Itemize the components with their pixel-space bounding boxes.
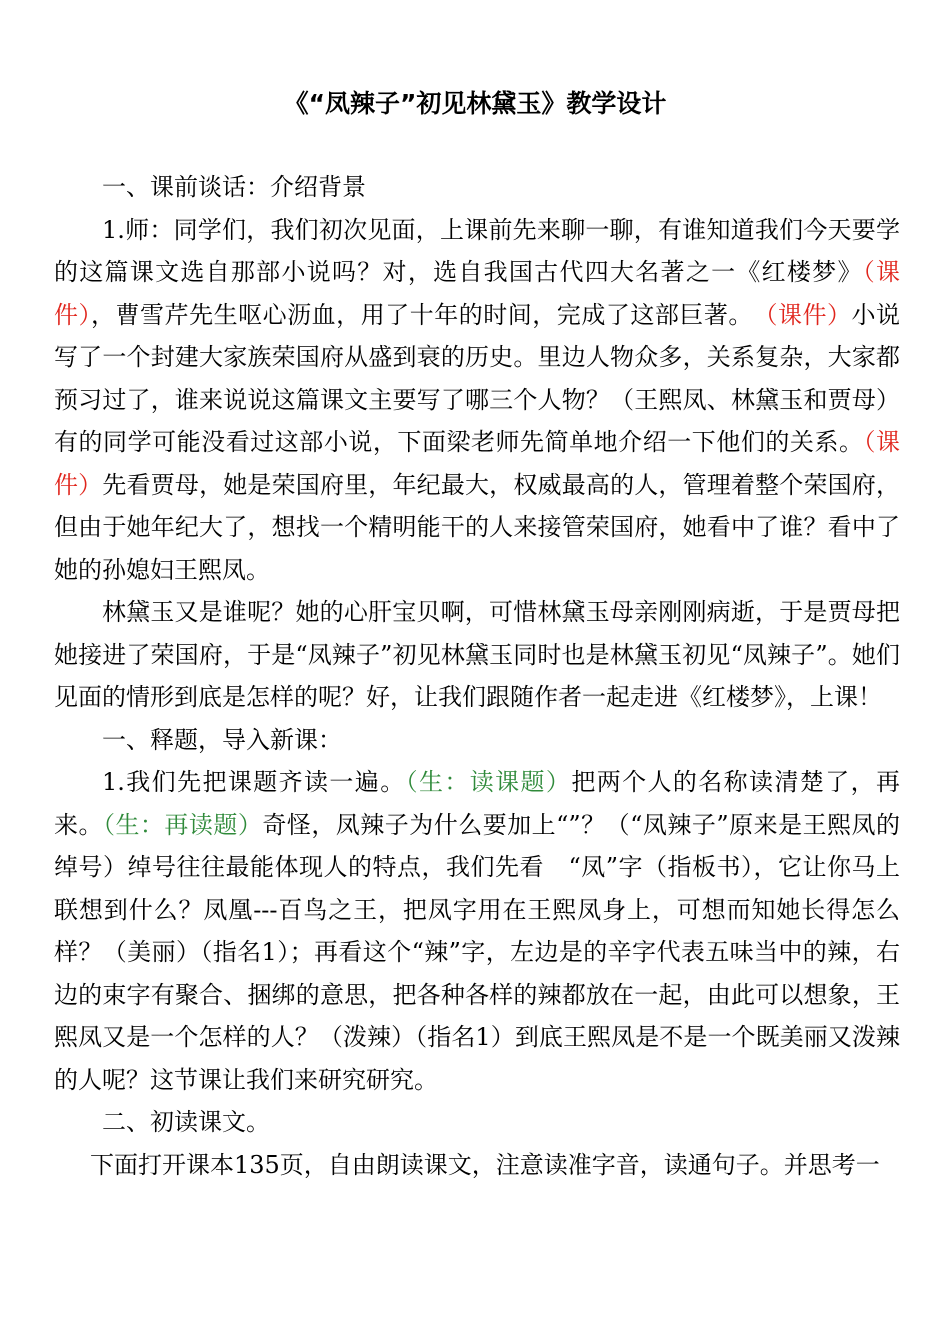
body-paragraph bbox=[54, 591, 900, 719]
section-heading bbox=[54, 1101, 900, 1144]
section-heading bbox=[54, 719, 900, 762]
document-body bbox=[54, 166, 900, 1186]
student-action-marker: （生：读课题） bbox=[405, 768, 572, 796]
document-title: 《“凤辣子”初见林黛玉》教学设计 bbox=[283, 89, 667, 118]
paragraph-text: 下面打开课本135页，自由朗读课文，注意读准字音，读通句子。并思考一 bbox=[90, 1150, 880, 1179]
courseware-marker: （课件） bbox=[54, 428, 900, 499]
courseware-marker: （课件） bbox=[54, 258, 901, 329]
paragraph-text: 奇怪，凤辣子为什么要加上“”？（“凤辣子”原来是王熙凤的绰号）绰号往往最能体现人的特点，我们先看 “凤”字（指板书），它让你马上联想到什么？凤凰---百鸟之王，把凤字用在王熙凤身上，可想而知她长得怎么样？（美丽）（指名1）；再看这个“辣”字，左边是的辛字代表五味当中的辣，右边的束字有聚合、捆绑的意思，把各种各样的辣都放在一起，由此可以想象，王熙凤又是一个怎样的人？（泼辣）（指名1）到底王熙凤是不是一个既美丽又泼辣的人呢？这节课让我们来研究研究。 bbox=[54, 810, 901, 1094]
paragraph-text: 把两个人的名称读清楚了，再来。 bbox=[54, 768, 901, 839]
paragraph-text: 小说写了一个封建大家族荣国府从盛到衰的历史。里边人物众多，关系复杂，大家都预习过了，谁来说说这篇课文主要写了哪三个人物？（王熙凤、林黛玉和贾母）有的同学可能没看过这部小说，下面梁老师先简单地介绍一下他们的关系。 bbox=[54, 300, 901, 456]
student-action-marker: （生：再读题） bbox=[102, 810, 263, 839]
paragraph-text: 林黛玉又是谁呢？她的心肝宝贝啊，可惜林黛玉母亲刚刚病逝，于是贾母把她接进了荣国府，于是“凤辣子”初见林黛玉同时也是林黛玉初见“凤辣子”。她们见面的情形到底是怎样的呢？好，让我们跟随作者一起走进《红楼梦》，上课！ bbox=[54, 598, 900, 711]
paragraph-text: 先看贾母，她是荣国府里，年纪最大，权威最高的人，管理着整个荣国府，但由于她年纪大了，想找一个精明能干的人来接管荣国府，她看中了谁？看中了她的孙媳妇王熙凤。 bbox=[54, 470, 901, 584]
body-paragraph bbox=[54, 1144, 900, 1187]
body-paragraph bbox=[54, 761, 900, 1101]
body-paragraph bbox=[54, 209, 900, 592]
courseware-marker: （课件） bbox=[765, 300, 852, 329]
paragraph-text: 一、释题，导入新课： bbox=[102, 725, 342, 754]
paragraph-text: 1.我们先把课题齐读一遍。 bbox=[102, 768, 406, 796]
paragraph-text: 二、初读课文。 bbox=[102, 1108, 270, 1136]
paragraph-text: 一、课前谈话：介绍背景 bbox=[102, 173, 366, 201]
paragraph-text: ，曹雪芹先生呕心沥血，用了十年的时间，完成了这部巨著。 bbox=[91, 300, 766, 329]
paragraph-text: 1.师：同学们，我们初次见面，上课前先来聊一聊，有谁知道我们今天要学的这篇课文选自那部小说吗？对，选自我国古代四大名著之一《红楼梦》 bbox=[54, 215, 900, 286]
section-heading bbox=[54, 166, 900, 209]
